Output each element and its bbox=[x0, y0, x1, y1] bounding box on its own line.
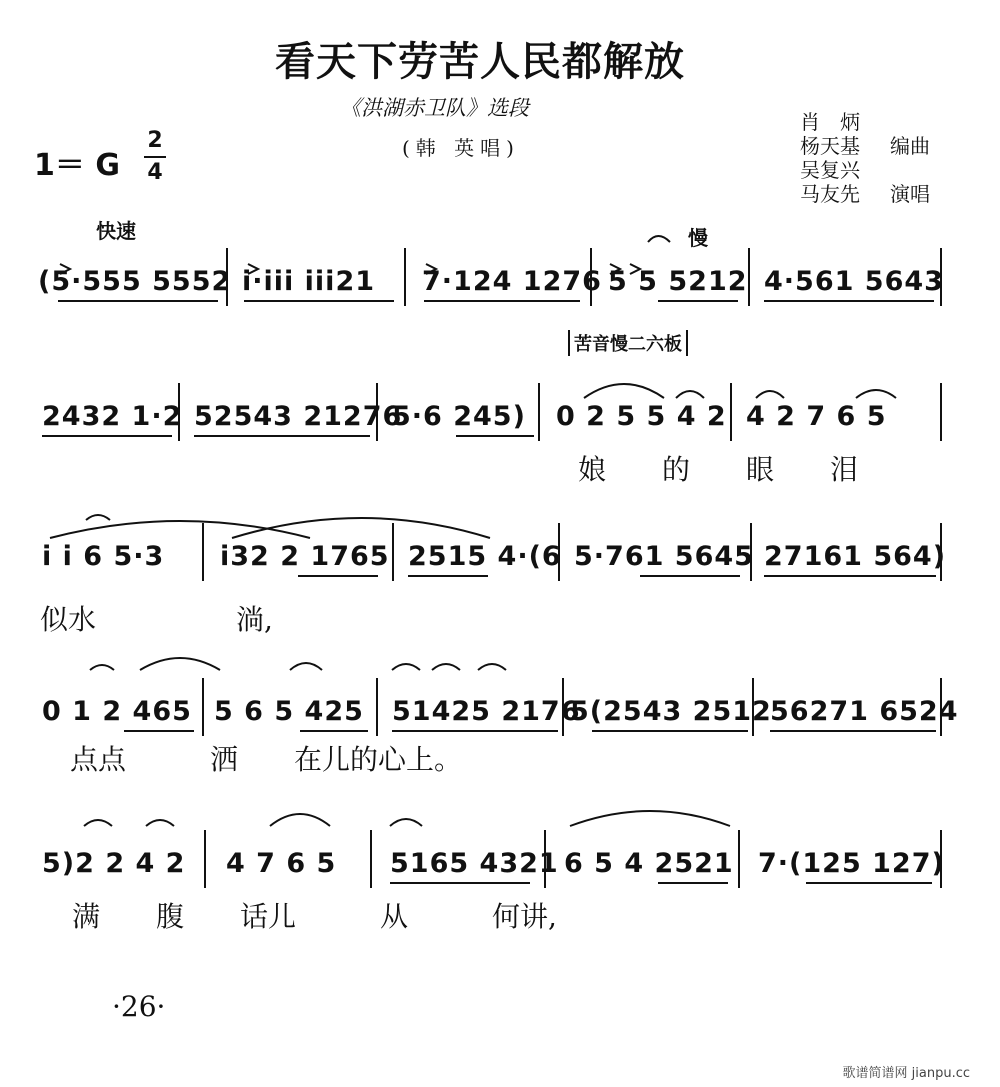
measure: 5165 4321 bbox=[390, 848, 559, 879]
slur bbox=[584, 384, 664, 398]
credit-name: 杨天基 bbox=[800, 134, 860, 158]
slur bbox=[756, 391, 784, 398]
slur bbox=[146, 820, 174, 826]
slur bbox=[432, 664, 460, 670]
measure: 56271 6524 bbox=[770, 696, 959, 727]
slur bbox=[84, 820, 112, 826]
slur bbox=[392, 664, 420, 670]
measure: i i 6 5·3 bbox=[42, 541, 165, 572]
perform-role: 演唱 bbox=[890, 182, 930, 206]
watermark: 歌谱简谱网 jianpu.cc bbox=[842, 1066, 970, 1081]
time-sig-top: 2 bbox=[147, 128, 163, 153]
measure: 5(2543 2512 bbox=[570, 696, 772, 727]
compose-role: 编曲 bbox=[890, 134, 930, 158]
slur bbox=[570, 811, 730, 826]
measure: 5)2 2 4 2 bbox=[42, 848, 186, 879]
measure: (5·555 5552 bbox=[38, 266, 232, 297]
measure: 27161 564) bbox=[764, 541, 947, 572]
accent-mark bbox=[426, 264, 436, 274]
measure: 2432 1·2 bbox=[42, 401, 183, 432]
lyrics-line: 点点 洒 在儿的心上。 bbox=[70, 743, 463, 776]
accent-mark bbox=[248, 264, 258, 274]
lyrics-line: 娘 的 眼 泪 bbox=[578, 453, 859, 486]
slur bbox=[390, 819, 422, 826]
measure: 5·761 5645 bbox=[574, 541, 754, 572]
measure: 51425 2176 bbox=[392, 696, 581, 727]
accent-marks bbox=[60, 264, 640, 274]
measure: 5·6 245) bbox=[392, 401, 526, 432]
measure: 0 1 2 465 bbox=[42, 696, 192, 727]
measure: 52543 21276 bbox=[194, 401, 403, 432]
credit-name: 肖 炳 bbox=[800, 110, 860, 134]
slur bbox=[478, 664, 506, 670]
slur bbox=[270, 814, 330, 826]
credit-name: 马友先 bbox=[800, 182, 860, 206]
lyrics-line: 满 腹 话儿 从 何讲, bbox=[72, 900, 557, 933]
accent-mark bbox=[630, 264, 640, 274]
measure: 5 6 5 425 bbox=[214, 696, 364, 727]
measure: 0 2 5 5 4 2 bbox=[556, 401, 727, 432]
measure: 5 5 5212 bbox=[608, 266, 748, 297]
song-title: 看天下劳苦人民都解放 bbox=[275, 38, 685, 85]
lyrics-line: 似水 淌, bbox=[40, 603, 273, 636]
measure: i·iii iii21 bbox=[242, 266, 376, 297]
slur bbox=[140, 658, 220, 670]
slur bbox=[676, 391, 704, 398]
tempo-fast: 快速 bbox=[96, 219, 136, 243]
slur bbox=[648, 236, 670, 242]
measure: 4 2 7 6 5 bbox=[746, 401, 887, 432]
page-number: ·26· bbox=[112, 990, 166, 1023]
credit-name: 吴复兴 bbox=[800, 158, 860, 182]
measure: 2515 4·(6 bbox=[408, 541, 562, 572]
measure: 4 7 6 5 bbox=[226, 848, 337, 879]
accent-mark bbox=[60, 264, 70, 274]
measure: 6 5 4 2521 bbox=[564, 848, 734, 879]
subtitle: 《洪湖赤卫队》选段 bbox=[340, 96, 529, 120]
slur bbox=[50, 521, 310, 538]
measure: 7·(125 127) bbox=[758, 848, 945, 879]
slur bbox=[290, 663, 322, 670]
measure: 4·561 5643 bbox=[764, 266, 944, 297]
key-signature: 1＝ G bbox=[34, 148, 120, 183]
slur bbox=[86, 515, 110, 520]
singer-note: (韩 英唱) bbox=[402, 136, 520, 160]
slur bbox=[232, 518, 490, 538]
slur bbox=[856, 390, 896, 398]
slur bbox=[90, 665, 114, 670]
accent-mark bbox=[610, 264, 620, 274]
measure: 7·124 1276 bbox=[422, 266, 602, 297]
tempo-slow: 慢 bbox=[688, 226, 708, 250]
section-tag: 苦音慢二六板 bbox=[568, 330, 688, 356]
time-sig-bottom: 4 bbox=[147, 160, 163, 185]
measure: i32 2 1765 bbox=[220, 541, 390, 572]
